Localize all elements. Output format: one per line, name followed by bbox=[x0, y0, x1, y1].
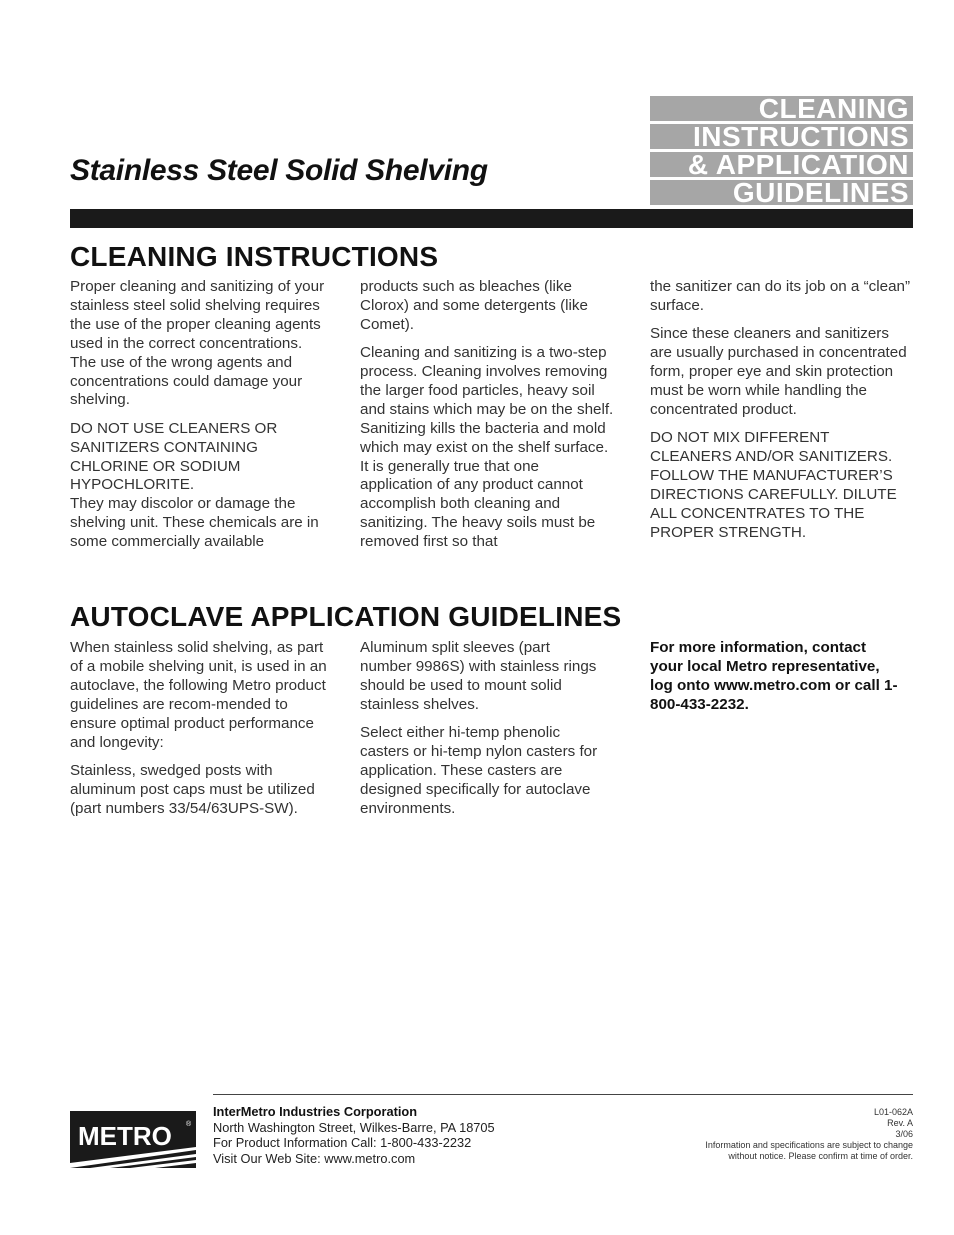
cleaning-column-1 bbox=[70, 278, 332, 561]
warning-paragraph: DO NOT USE CLEANERS OR SANITIZERS CONTAINING CHLORINE OR SODIUM HYPOCHLORITE. bbox=[70, 419, 278, 494]
warning-paragraph: DO NOT MIX DIFFERENT CLEANERS AND/OR SANITIZERS. FOLLOW THE MANUFACTURER’S DIRECTIONS CAREFULLY. DILUTE ALL CONCENTRATES TO THE PROPER STRENGTH. bbox=[650, 429, 897, 541]
badge-line: GUIDELINES bbox=[650, 180, 913, 205]
company-address: North Washington Street, Wilkes-Barre, PA 18705 bbox=[213, 1119, 495, 1135]
autoclave-column-2 bbox=[360, 639, 600, 828]
metro-logo bbox=[70, 1111, 196, 1168]
notice-line: Information and specifications are subject to change bbox=[705, 1140, 913, 1150]
phone-number: 1-800-433-2232 bbox=[380, 1135, 472, 1150]
badge-line: CLEANING bbox=[650, 96, 913, 121]
contact-paragraph: For more information, contact your local Metro representative, log onto www.metro.com or call 1-800-433-2232. bbox=[650, 639, 898, 713]
paragraph: When stainless solid shelving, as part of a mobile shelving unit, is used in an autoclave, the following Metro product guidelines are recom-mended to ensure optimal product performance and longevity: bbox=[70, 639, 327, 751]
paragraph: Select either hi-temp phenolic casters or hi-temp nylon casters for application. These casters are designed specifically for autoclave environments. bbox=[360, 724, 598, 817]
autoclave-column-1 bbox=[70, 639, 332, 828]
badge-line: INSTRUCTIONS bbox=[650, 124, 913, 149]
cleaning-column-2 bbox=[360, 278, 615, 561]
header-badge bbox=[650, 93, 913, 208]
paragraph: Cleaning and sanitizing is a two-step process. Cleaning involves removing the larger food particles, heavy soil and stains which may be on the shelf. Sanitizing kills the bacteria and mold which may exist on the shelf surface. It is generally true that one application of any product cannot accomplish both cleaning and sanitizing. The heavy soils must be removed first so that bbox=[360, 344, 614, 551]
logo-text: METRO bbox=[78, 1121, 172, 1151]
company-name: InterMetro Industries Corporation bbox=[213, 1104, 418, 1119]
paragraph: Since these cleaners and sanitizers are usually purchased in concentrated form, proper eye and skin protection must be worn while handling the concentrated product. bbox=[650, 325, 907, 418]
footer-divider bbox=[213, 1094, 913, 1095]
doc-meta bbox=[705, 1107, 913, 1162]
web-link[interactable]: www.metro.com bbox=[324, 1150, 416, 1166]
page-title: Stainless Steel Solid Shelving bbox=[70, 154, 488, 187]
doc-date: 3/06 bbox=[895, 1129, 913, 1139]
paragraph: products such as bleaches (like Clorox) and some detergents (like Comet). bbox=[360, 278, 588, 333]
doc-code: L01-062A bbox=[873, 1107, 913, 1117]
registered-mark: ® bbox=[186, 1121, 192, 1128]
badge-line: & APPLICATION bbox=[650, 152, 913, 177]
paragraph: Proper cleaning and sanitizing of your stainless steel solid shelving requires the use of the proper cleaning agents used in the correct concentrations. The use of the wrong agents and concentrations could damage your shelving. bbox=[70, 278, 325, 409]
paragraph: Aluminum split sleeves (part number 9986S) with stainless rings should be used to mount solid stainless shelves. bbox=[360, 639, 597, 713]
header-divider bbox=[70, 209, 913, 228]
autoclave-column-3 bbox=[650, 639, 900, 724]
notice-line: without notice. Please confirm at time of order. bbox=[728, 1151, 913, 1161]
cleaning-column-3 bbox=[650, 278, 913, 552]
footer-contact bbox=[213, 1104, 495, 1166]
cleaning-heading: CLEANING INSTRUCTIONS bbox=[70, 241, 439, 272]
paragraph: Stainless, swedged posts with aluminum post caps must be utilized (part numbers 33/54/63UPS-SW). bbox=[70, 761, 315, 817]
phone-label: For Product Information Call: bbox=[213, 1135, 377, 1150]
paragraph: They may discolor or damage the shelving unit. These chemicals are in some commercially available bbox=[70, 495, 319, 551]
paragraph: the sanitizer can do its job on a “clean” surface. bbox=[650, 278, 911, 314]
web-label: Visit Our Web Site: bbox=[213, 1150, 321, 1166]
autoclave-heading: AUTOCLAVE APPLICATION GUIDELINES bbox=[70, 601, 622, 632]
revision: Rev. A bbox=[887, 1118, 913, 1128]
